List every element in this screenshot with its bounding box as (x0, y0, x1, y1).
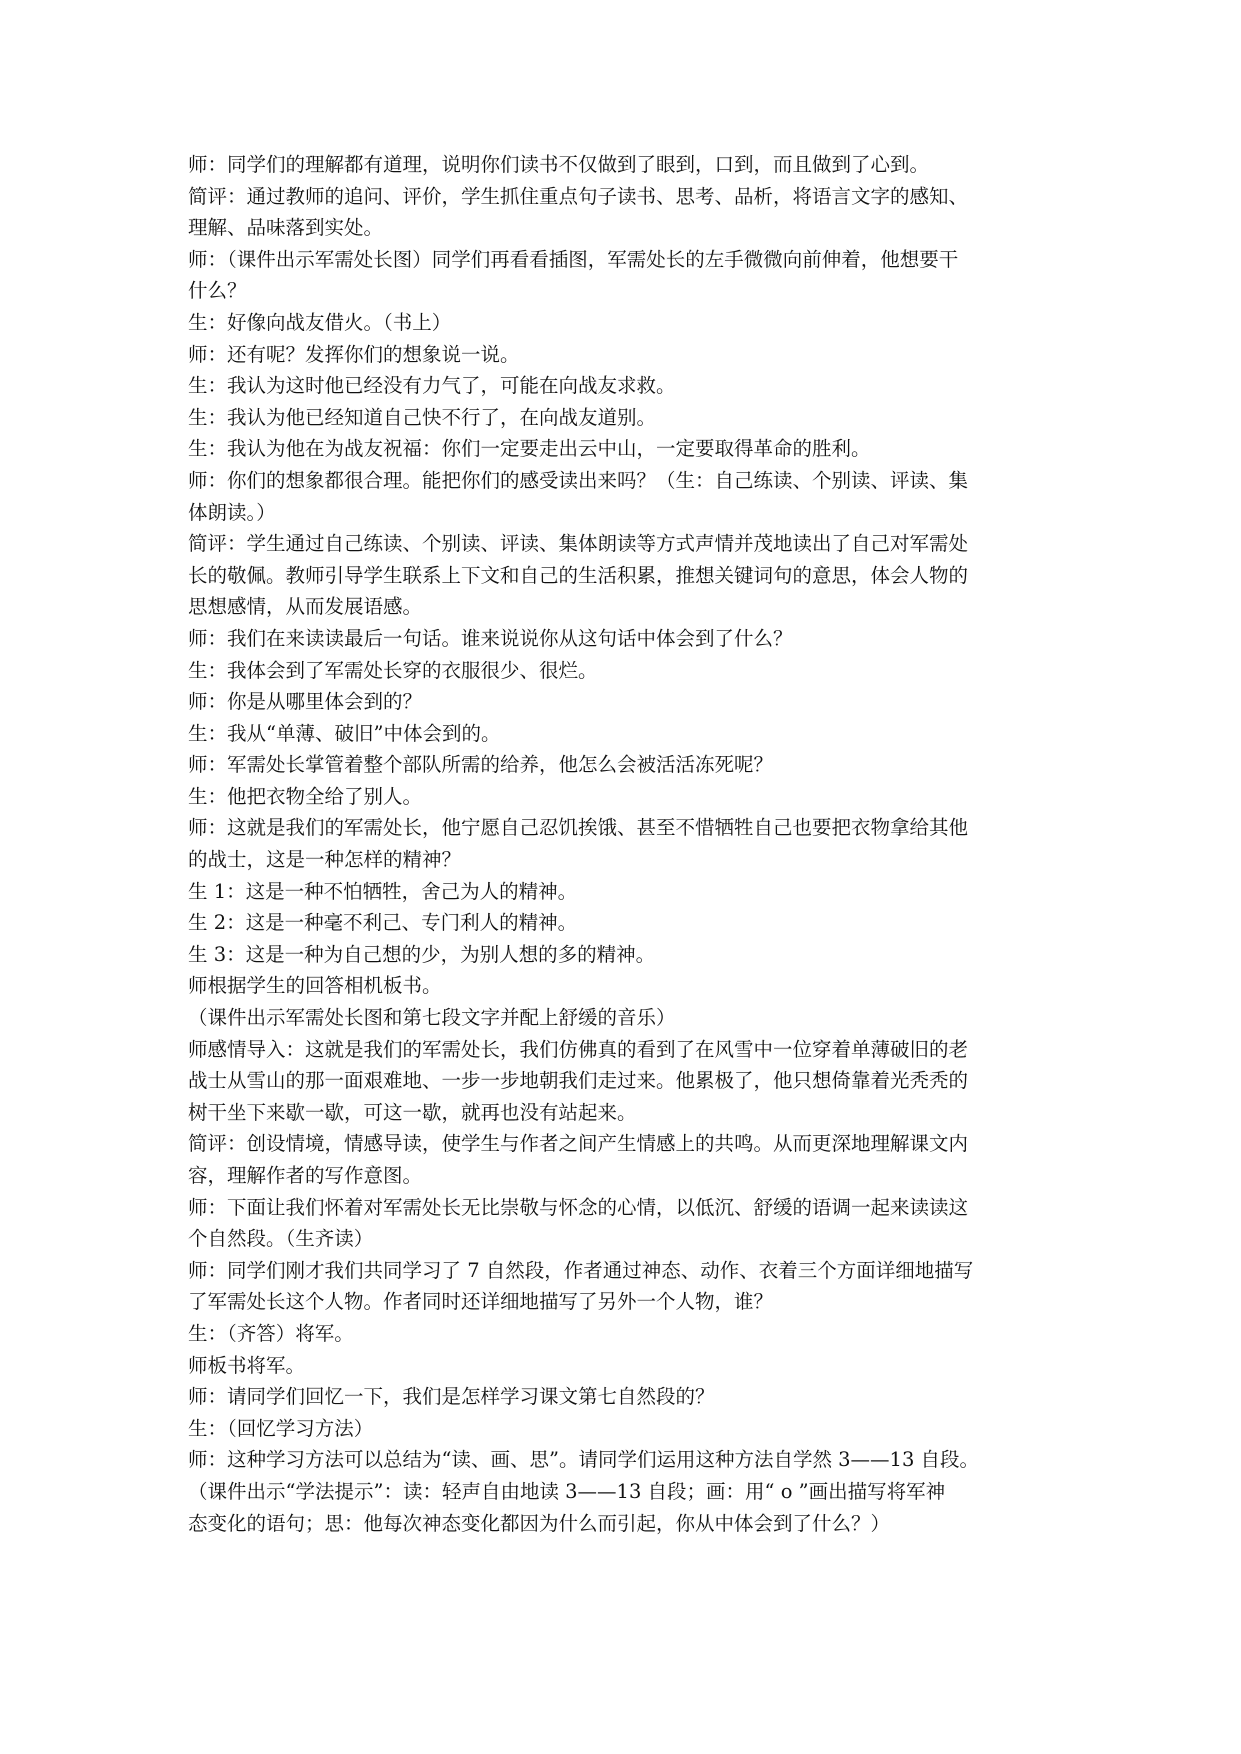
text-line: 态变化的语句；思：他每次神态变化都因为什么而引起，你从中体会到了什么？） (188, 1511, 891, 1535)
text-line: 简评：创设情境，情感导读，使学生与作者之间产生情感上的共鸣。从而更深地理解课文内 (188, 1132, 969, 1156)
text-line: 的战士，这是一种怎样的精神？ (188, 848, 462, 872)
text-line: 师：军需处长掌管着整个部队所需的给养，他怎么会被活活冻死呢？ (188, 753, 774, 777)
text-line: 生 2：这是一种毫不利己、专门利人的精神。 (188, 911, 578, 935)
text-line: 生：我认为这时他已经没有力气了，可能在向战友求救。 (188, 374, 676, 398)
text-line: 师：还有呢？发挥你们的想象说一说。 (188, 342, 520, 366)
text-line: 师根据学生的回答相机板书。 (188, 974, 442, 998)
text-line: 生：他把衣物全给了别人。 (188, 784, 423, 808)
text-line: 生 3：这是一种为自己想的少，为别人想的多的精神。 (188, 942, 656, 966)
text-line: 个自然段。（生齐读） (188, 1227, 374, 1251)
text-line: 师感情导入：这就是我们的军需处长，我们仿佛真的看到了在风雪中一位穿着单薄破旧的老 (188, 1037, 969, 1061)
text-line: 师：下面让我们怀着对军需处长无比崇敬与怀念的心情，以低沉、舒缓的语调一起来读读这 (188, 1195, 969, 1219)
text-line: 师：同学们刚才我们共同学习了 7 自然段，作者通过神态、动作、衣着三个方面详细地描写 (188, 1258, 974, 1282)
text-line: 师：我们在来读读最后一句话。谁来说说你从这句话中体会到了什么？ (188, 626, 793, 650)
text-line: 容，理解作者的写作意图。 (188, 1164, 423, 1187)
text-line: 生：好像向战友借火。（书上） (188, 310, 452, 334)
text-line: 生：（回忆学习方法） (188, 1416, 374, 1440)
text-line: 体朗读。） (188, 500, 276, 524)
document-body (188, 149, 1056, 1539)
text-line: 师：这就是我们的军需处长，他宁愿自己忍饥挨饿、甚至不惜牺牲自己也要把衣物拿给其他 (188, 816, 969, 840)
text-line: 思想感情，从而发展语感。 (188, 595, 423, 619)
text-line: 师：请同学们回忆一下，我们是怎样学习课文第七自然段的？ (188, 1385, 715, 1409)
text-line: 师：你是从哪里体会到的？ (188, 690, 423, 714)
text-line: 师板书将军。 (188, 1353, 306, 1377)
text-line: 理解、品味落到实处。 (188, 216, 384, 240)
text-line: 师：你们的想象都很合理。能把你们的感受读出来吗？（生：自己练读、个别读、评读、集 (188, 468, 969, 492)
text-line: 战士从雪山的那一面艰难地、一步一步地朝我们走过来。他累极了，他只想倚靠着光秃秃的 (188, 1069, 969, 1093)
text-line: 师：（课件出示军需处长图）同学们再看看插图，军需处长的左手微微向前伸着，他想要干 (188, 247, 959, 271)
text-line: 师：这种学习方法可以总结为“读、画、思”。请同学们运用这种方法自学然 3——13 自段。 (188, 1448, 980, 1472)
text-line: 简评：学生通过自己练读、个别读、评读、集体朗读等方式声情并茂地读出了自己对军需处 (188, 532, 969, 556)
text-line: 树干坐下来歇一歇，可这一歇，就再也没有站起来。 (188, 1100, 637, 1124)
text-line: 生：我从“单薄、破旧”中体会到的。 (188, 721, 501, 745)
text-line: 生：我体会到了军需处长穿的衣服很少、很烂。 (188, 658, 598, 682)
text-line: 生：我认为他在为战友祝福：你们一定要走出云中山，一定要取得革命的胜利。 (188, 437, 871, 461)
text-line: 师：同学们的理解都有道理，说明你们读书不仅做到了眼到，口到，而且做到了心到。 (188, 153, 930, 176)
text-line: 什么？ (188, 279, 247, 303)
text-line: 了军需处长这个人物。作者同时还详细地描写了另外一个人物，谁？ (188, 1290, 774, 1314)
text-line: （课件出示军需处长图和第七段文字并配上舒缓的音乐） (188, 1006, 676, 1030)
text-line: 生：（齐答）将军。 (188, 1321, 354, 1345)
text-line: （课件出示“学法提示”：读：轻声自由地读 3——13 自段；画：用“ o ”画出描写将军神 (188, 1479, 946, 1503)
text-line: 生 1：这是一种不怕牺牲，舍己为人的精神。 (188, 879, 578, 903)
text-line: 简评：通过教师的追问、评价，学生抓住重点句子读书、思考、品析，将语言文字的感知、 (188, 184, 969, 208)
text-line: 生：我认为他已经知道自己快不行了，在向战友道别。 (188, 405, 657, 429)
text-line: 长的敬佩。教师引导学生联系上下文和自己的生活积累，推想关键词句的意思，体会人物的 (188, 563, 969, 587)
